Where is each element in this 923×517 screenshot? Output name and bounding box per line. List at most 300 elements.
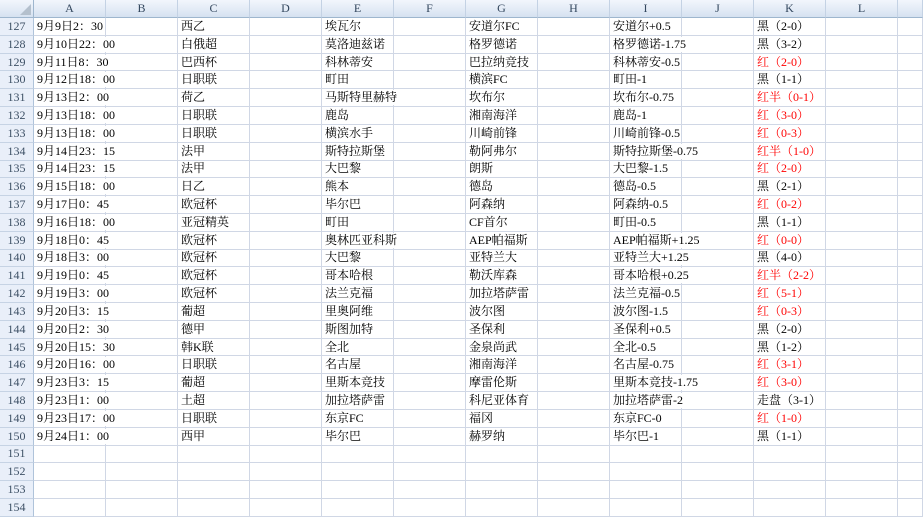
- cell-M132[interactable]: [898, 107, 923, 125]
- cell-E148[interactable]: [322, 392, 394, 410]
- cell-H148[interactable]: [538, 392, 610, 410]
- cell-B140[interactable]: [106, 250, 178, 268]
- cell-H149[interactable]: [538, 410, 610, 428]
- cell-C142[interactable]: [178, 285, 250, 303]
- cell-D139[interactable]: [250, 232, 322, 250]
- cell-H152[interactable]: [538, 463, 610, 481]
- cell-F149[interactable]: [394, 410, 466, 428]
- row-number-148[interactable]: 148: [0, 392, 34, 410]
- cell-H132[interactable]: [538, 107, 610, 125]
- cell-J135[interactable]: [682, 161, 754, 179]
- row-number-149[interactable]: 149: [0, 410, 34, 428]
- cell-F141[interactable]: [394, 267, 466, 285]
- cell-D130[interactable]: [250, 71, 322, 89]
- cell-L153[interactable]: [826, 481, 898, 499]
- cell-M144[interactable]: [898, 321, 923, 339]
- cell-K133[interactable]: [754, 125, 826, 143]
- cell-D148[interactable]: [250, 392, 322, 410]
- cell-E141[interactable]: [322, 267, 394, 285]
- cell-L136[interactable]: [826, 178, 898, 196]
- cell-B130[interactable]: [106, 71, 178, 89]
- cell-H151[interactable]: [538, 446, 610, 464]
- row-number-147[interactable]: 147: [0, 374, 34, 392]
- cell-G145[interactable]: [466, 339, 538, 357]
- cell-D153[interactable]: [250, 481, 322, 499]
- cell-C130[interactable]: [178, 71, 250, 89]
- cell-L139[interactable]: [826, 232, 898, 250]
- cell-L129[interactable]: [826, 54, 898, 72]
- cell-I154[interactable]: [610, 499, 682, 517]
- cell-K153[interactable]: [754, 481, 826, 499]
- cell-L137[interactable]: [826, 196, 898, 214]
- cell-H154[interactable]: [538, 499, 610, 517]
- cell-F153[interactable]: [394, 481, 466, 499]
- cell-I137[interactable]: [610, 196, 682, 214]
- cell-B129[interactable]: [106, 54, 178, 72]
- cell-F145[interactable]: [394, 339, 466, 357]
- cell-L148[interactable]: [826, 392, 898, 410]
- cell-B145[interactable]: [106, 339, 178, 357]
- cell-L135[interactable]: [826, 161, 898, 179]
- cell-G149[interactable]: [466, 410, 538, 428]
- cell-C140[interactable]: [178, 250, 250, 268]
- cell-I142[interactable]: [610, 285, 682, 303]
- cell-I134[interactable]: [610, 143, 698, 161]
- cell-E134[interactable]: [322, 143, 394, 161]
- cell-C143[interactable]: [178, 303, 250, 321]
- cell-G147[interactable]: [466, 374, 538, 392]
- cell-M147[interactable]: [898, 374, 923, 392]
- cell-F142[interactable]: [394, 285, 466, 303]
- row-number-145[interactable]: 145: [0, 339, 34, 357]
- cell-K150[interactable]: [754, 428, 826, 446]
- cell-L147[interactable]: [826, 374, 898, 392]
- row-number-133[interactable]: 133: [0, 125, 34, 143]
- cell-G138[interactable]: [466, 214, 538, 232]
- cell-L151[interactable]: [826, 446, 898, 464]
- cell-K148[interactable]: [754, 392, 826, 410]
- column-header-G[interactable]: G: [466, 0, 538, 18]
- cell-K139[interactable]: [754, 232, 826, 250]
- cell-I151[interactable]: [610, 446, 682, 464]
- cell-G127[interactable]: [466, 18, 538, 36]
- cell-H146[interactable]: [538, 356, 610, 374]
- cell-J133[interactable]: [682, 125, 754, 143]
- cell-I146[interactable]: [610, 356, 682, 374]
- cell-E152[interactable]: [322, 463, 394, 481]
- cell-E131[interactable]: [322, 89, 398, 107]
- cell-I140[interactable]: [610, 250, 689, 268]
- cell-G153[interactable]: [466, 481, 538, 499]
- cell-D138[interactable]: [250, 214, 322, 232]
- cell-D150[interactable]: [250, 428, 322, 446]
- cell-C149[interactable]: [178, 410, 250, 428]
- column-header-J[interactable]: J: [682, 0, 754, 18]
- cell-L154[interactable]: [826, 499, 898, 517]
- cell-E145[interactable]: [322, 339, 394, 357]
- cell-I135[interactable]: [610, 161, 682, 179]
- cell-B148[interactable]: [106, 392, 178, 410]
- cell-K142[interactable]: [754, 285, 826, 303]
- cell-C131[interactable]: [178, 89, 250, 107]
- cell-L130[interactable]: [826, 71, 898, 89]
- cell-M142[interactable]: [898, 285, 923, 303]
- cell-F139[interactable]: [394, 232, 466, 250]
- cell-I144[interactable]: [610, 321, 682, 339]
- column-header-C[interactable]: C: [178, 0, 250, 18]
- cell-F137[interactable]: [394, 196, 466, 214]
- cell-D134[interactable]: [250, 143, 322, 161]
- cell-C146[interactable]: [178, 356, 250, 374]
- cell-F129[interactable]: [394, 54, 466, 72]
- cell-G129[interactable]: [466, 54, 538, 72]
- cell-A143[interactable]: [34, 303, 110, 321]
- cell-A132[interactable]: [34, 107, 116, 125]
- cell-H131[interactable]: [538, 89, 610, 107]
- cell-F134[interactable]: [394, 143, 466, 161]
- cell-A152[interactable]: [34, 463, 106, 481]
- cell-L150[interactable]: [826, 428, 898, 446]
- cell-G143[interactable]: [466, 303, 538, 321]
- column-header-D[interactable]: D: [250, 0, 322, 18]
- cell-L127[interactable]: [826, 18, 898, 36]
- cell-M148[interactable]: [898, 392, 923, 410]
- cell-J150[interactable]: [682, 428, 754, 446]
- cell-I138[interactable]: [610, 214, 682, 232]
- cell-K132[interactable]: [754, 107, 826, 125]
- cell-J127[interactable]: [682, 18, 754, 36]
- cell-F138[interactable]: [394, 214, 466, 232]
- cell-H133[interactable]: [538, 125, 610, 143]
- cell-J146[interactable]: [682, 356, 754, 374]
- cell-G137[interactable]: [466, 196, 538, 214]
- cell-C144[interactable]: [178, 321, 250, 339]
- cell-M140[interactable]: [898, 250, 923, 268]
- cell-L149[interactable]: [826, 410, 898, 428]
- cell-L142[interactable]: [826, 285, 898, 303]
- cell-E136[interactable]: [322, 178, 394, 196]
- cell-F152[interactable]: [394, 463, 466, 481]
- cell-K137[interactable]: [754, 196, 826, 214]
- cell-B136[interactable]: [106, 178, 178, 196]
- cell-H138[interactable]: [538, 214, 610, 232]
- cell-I130[interactable]: [610, 71, 682, 89]
- cell-M149[interactable]: [898, 410, 923, 428]
- cell-E130[interactable]: [322, 71, 394, 89]
- cell-F144[interactable]: [394, 321, 466, 339]
- cell-I141[interactable]: [610, 267, 689, 285]
- cell-A127[interactable]: [34, 18, 106, 36]
- cell-L141[interactable]: [826, 267, 898, 285]
- cell-K127[interactable]: [754, 18, 826, 36]
- cell-K140[interactable]: [754, 250, 826, 268]
- cell-L128[interactable]: [826, 36, 898, 54]
- cell-C154[interactable]: [178, 499, 250, 517]
- cell-K135[interactable]: [754, 161, 826, 179]
- cell-K136[interactable]: [754, 178, 826, 196]
- cell-G140[interactable]: [466, 250, 538, 268]
- cell-D133[interactable]: [250, 125, 322, 143]
- cell-J151[interactable]: [682, 446, 754, 464]
- cell-C145[interactable]: [178, 339, 250, 357]
- cell-A147[interactable]: [34, 374, 110, 392]
- cell-A150[interactable]: [34, 428, 110, 446]
- cell-A129[interactable]: [34, 54, 109, 72]
- cell-J148[interactable]: [682, 392, 754, 410]
- row-number-134[interactable]: 134: [0, 143, 34, 161]
- cell-B144[interactable]: [106, 321, 178, 339]
- cell-E143[interactable]: [322, 303, 394, 321]
- row-number-136[interactable]: 136: [0, 178, 34, 196]
- cell-D141[interactable]: [250, 267, 322, 285]
- cell-C141[interactable]: [178, 267, 250, 285]
- cell-K128[interactable]: [754, 36, 826, 54]
- cell-I139[interactable]: [610, 232, 700, 250]
- cell-F148[interactable]: [394, 392, 466, 410]
- cell-D127[interactable]: [250, 18, 322, 36]
- cell-E128[interactable]: [322, 36, 394, 54]
- cell-B132[interactable]: [106, 107, 178, 125]
- cell-J144[interactable]: [682, 321, 754, 339]
- cell-B150[interactable]: [106, 428, 178, 446]
- cell-A137[interactable]: [34, 196, 110, 214]
- cell-F130[interactable]: [394, 71, 466, 89]
- cell-C133[interactable]: [178, 125, 250, 143]
- cell-K141[interactable]: [754, 267, 826, 285]
- cell-J140[interactable]: [682, 250, 754, 268]
- cell-L146[interactable]: [826, 356, 898, 374]
- cell-G141[interactable]: [466, 267, 538, 285]
- cell-L143[interactable]: [826, 303, 898, 321]
- cell-F132[interactable]: [394, 107, 466, 125]
- cell-C134[interactable]: [178, 143, 250, 161]
- cell-E127[interactable]: [322, 18, 394, 36]
- cell-M138[interactable]: [898, 214, 923, 232]
- cell-H140[interactable]: [538, 250, 610, 268]
- cell-J145[interactable]: [682, 339, 754, 357]
- cell-I153[interactable]: [610, 481, 682, 499]
- column-header-B[interactable]: B: [106, 0, 178, 18]
- cell-M130[interactable]: [898, 71, 923, 89]
- cell-B139[interactable]: [106, 232, 178, 250]
- cell-E147[interactable]: [322, 374, 394, 392]
- cell-E149[interactable]: [322, 410, 394, 428]
- row-number-139[interactable]: 139: [0, 232, 34, 250]
- cell-C136[interactable]: [178, 178, 250, 196]
- cell-E153[interactable]: [322, 481, 394, 499]
- row-number-141[interactable]: 141: [0, 267, 34, 285]
- row-number-138[interactable]: 138: [0, 214, 34, 232]
- cell-L134[interactable]: [826, 143, 898, 161]
- cell-D144[interactable]: [250, 321, 322, 339]
- cell-F146[interactable]: [394, 356, 466, 374]
- cell-K143[interactable]: [754, 303, 826, 321]
- column-header-E[interactable]: E: [322, 0, 394, 18]
- cell-M136[interactable]: [898, 178, 923, 196]
- cell-E133[interactable]: [322, 125, 394, 143]
- cell-F151[interactable]: [394, 446, 466, 464]
- cell-L145[interactable]: [826, 339, 898, 357]
- cell-D146[interactable]: [250, 356, 322, 374]
- cell-L138[interactable]: [826, 214, 898, 232]
- cell-D143[interactable]: [250, 303, 322, 321]
- cell-D149[interactable]: [250, 410, 322, 428]
- cell-J153[interactable]: [682, 481, 754, 499]
- cell-B151[interactable]: [106, 446, 178, 464]
- cell-B146[interactable]: [106, 356, 178, 374]
- cell-C128[interactable]: [178, 36, 250, 54]
- cell-F131[interactable]: [394, 89, 466, 107]
- cell-K138[interactable]: [754, 214, 826, 232]
- row-number-144[interactable]: 144: [0, 321, 34, 339]
- cell-E132[interactable]: [322, 107, 394, 125]
- cell-D135[interactable]: [250, 161, 322, 179]
- cell-J129[interactable]: [682, 54, 754, 72]
- cell-I149[interactable]: [610, 410, 682, 428]
- cell-E135[interactable]: [322, 161, 394, 179]
- cell-M139[interactable]: [898, 232, 923, 250]
- cell-G133[interactable]: [466, 125, 538, 143]
- cell-A154[interactable]: [34, 499, 106, 517]
- cell-I131[interactable]: [610, 89, 682, 107]
- cell-F147[interactable]: [394, 374, 466, 392]
- row-number-127[interactable]: 127: [0, 18, 34, 36]
- cell-G135[interactable]: [466, 161, 538, 179]
- cell-B138[interactable]: [106, 214, 178, 232]
- cell-H134[interactable]: [538, 143, 610, 161]
- cell-M127[interactable]: [898, 18, 923, 36]
- cell-A139[interactable]: [34, 232, 110, 250]
- cell-I148[interactable]: [610, 392, 682, 410]
- cell-J131[interactable]: [682, 89, 754, 107]
- cell-H139[interactable]: [538, 232, 610, 250]
- cell-H142[interactable]: [538, 285, 610, 303]
- cell-D129[interactable]: [250, 54, 322, 72]
- cell-C129[interactable]: [178, 54, 250, 72]
- cell-E140[interactable]: [322, 250, 394, 268]
- cell-A138[interactable]: [34, 214, 116, 232]
- cell-D140[interactable]: [250, 250, 322, 268]
- cell-B134[interactable]: [106, 143, 178, 161]
- cell-I145[interactable]: [610, 339, 682, 357]
- row-number-128[interactable]: 128: [0, 36, 34, 54]
- cell-I129[interactable]: [610, 54, 682, 72]
- cell-G128[interactable]: [466, 36, 538, 54]
- cell-I128[interactable]: [610, 36, 686, 54]
- cell-J137[interactable]: [682, 196, 754, 214]
- cell-D131[interactable]: [250, 89, 322, 107]
- cell-B128[interactable]: [106, 36, 178, 54]
- cell-K149[interactable]: [754, 410, 826, 428]
- cell-C151[interactable]: [178, 446, 250, 464]
- cell-A134[interactable]: [34, 143, 116, 161]
- cell-G144[interactable]: [466, 321, 538, 339]
- cell-M133[interactable]: [898, 125, 923, 143]
- cell-F127[interactable]: [394, 18, 466, 36]
- cell-G139[interactable]: [466, 232, 538, 250]
- cell-B154[interactable]: [106, 499, 178, 517]
- cell-D145[interactable]: [250, 339, 322, 357]
- cell-F150[interactable]: [394, 428, 466, 446]
- cell-G150[interactable]: [466, 428, 538, 446]
- cell-A148[interactable]: [34, 392, 110, 410]
- cell-H145[interactable]: [538, 339, 610, 357]
- cell-F133[interactable]: [394, 125, 466, 143]
- cell-F128[interactable]: [394, 36, 466, 54]
- cell-I127[interactable]: [610, 18, 682, 36]
- cell-A135[interactable]: [34, 161, 116, 179]
- cell-B147[interactable]: [106, 374, 178, 392]
- cell-E144[interactable]: [322, 321, 394, 339]
- row-number-154[interactable]: 154: [0, 499, 34, 517]
- cell-G151[interactable]: [466, 446, 538, 464]
- cell-H153[interactable]: [538, 481, 610, 499]
- cell-A131[interactable]: [34, 89, 110, 107]
- cell-B143[interactable]: [106, 303, 178, 321]
- column-header-A[interactable]: A: [34, 0, 106, 18]
- cell-B141[interactable]: [106, 267, 178, 285]
- column-header-F[interactable]: F: [394, 0, 466, 18]
- cell-H143[interactable]: [538, 303, 610, 321]
- row-number-140[interactable]: 140: [0, 250, 34, 268]
- cell-D142[interactable]: [250, 285, 322, 303]
- cell-J132[interactable]: [682, 107, 754, 125]
- cell-A128[interactable]: [34, 36, 116, 54]
- cell-A149[interactable]: [34, 410, 116, 428]
- cell-G134[interactable]: [466, 143, 538, 161]
- cell-L140[interactable]: [826, 250, 898, 268]
- cell-F143[interactable]: [394, 303, 466, 321]
- cell-J141[interactable]: [682, 267, 754, 285]
- cell-G136[interactable]: [466, 178, 538, 196]
- cell-F136[interactable]: [394, 178, 466, 196]
- cell-E142[interactable]: [322, 285, 394, 303]
- cell-I143[interactable]: [610, 303, 682, 321]
- cell-G148[interactable]: [466, 392, 538, 410]
- row-number-137[interactable]: 137: [0, 196, 34, 214]
- cell-F135[interactable]: [394, 161, 466, 179]
- cell-M151[interactable]: [898, 446, 923, 464]
- cell-M141[interactable]: [898, 267, 923, 285]
- cell-C150[interactable]: [178, 428, 250, 446]
- row-number-150[interactable]: 150: [0, 428, 34, 446]
- cell-L152[interactable]: [826, 463, 898, 481]
- cell-C127[interactable]: [178, 18, 250, 36]
- cell-M145[interactable]: [898, 339, 923, 357]
- row-number-132[interactable]: 132: [0, 107, 34, 125]
- row-number-143[interactable]: 143: [0, 303, 34, 321]
- cell-G132[interactable]: [466, 107, 538, 125]
- cell-E146[interactable]: [322, 356, 394, 374]
- cell-K146[interactable]: [754, 356, 826, 374]
- cell-H129[interactable]: [538, 54, 610, 72]
- cell-E151[interactable]: [322, 446, 394, 464]
- cell-L144[interactable]: [826, 321, 898, 339]
- cell-M137[interactable]: [898, 196, 923, 214]
- cell-C132[interactable]: [178, 107, 250, 125]
- cell-D132[interactable]: [250, 107, 322, 125]
- cell-F140[interactable]: [394, 250, 466, 268]
- cell-J143[interactable]: [682, 303, 754, 321]
- cell-H150[interactable]: [538, 428, 610, 446]
- cell-I133[interactable]: [610, 125, 682, 143]
- row-number-129[interactable]: 129: [0, 54, 34, 72]
- cell-I152[interactable]: [610, 463, 682, 481]
- cell-H141[interactable]: [538, 267, 610, 285]
- cell-E139[interactable]: [322, 232, 398, 250]
- cell-I147[interactable]: [610, 374, 698, 392]
- cell-C153[interactable]: [178, 481, 250, 499]
